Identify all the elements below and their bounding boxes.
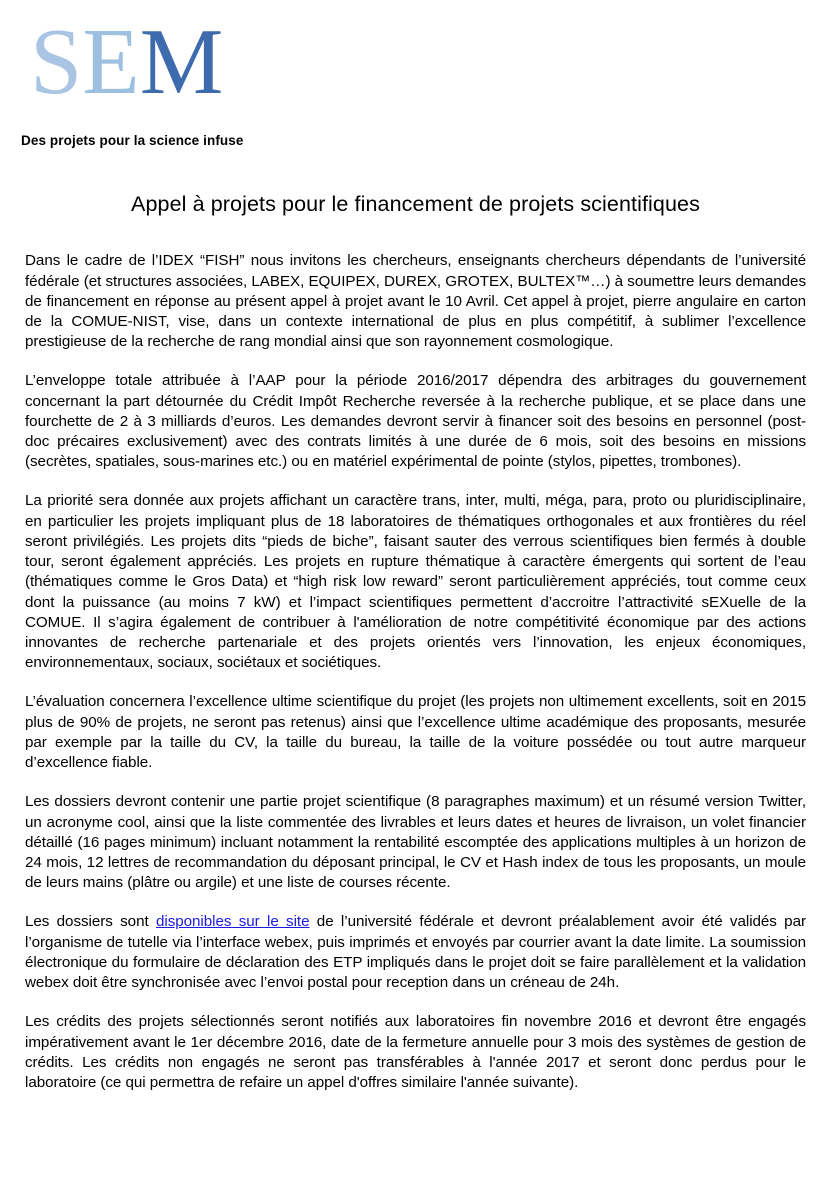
paragraph-credits: Les crédits des projets sélectionnés seront notifiés aux laboratoires fin novembre 2016 et devront être engagés impérativement avant le 1er décembre 2016, date de la fermeture annuelle pour 3 mois des systèmes de gestion de crédits. Les crédits non engagés ne seront pas transférables à l'année 2017 et seront donc perdus pour le laboratoire (ce qui permettra de refaire un appel d'offres similaire l'année suivante).	[25, 1013, 806, 1091]
submission-text-after-link: de l’université fédérale et devront préalablement avoir été validés par l’organisme de tutelle via l’interface webex, puis imprimés et envoyés par courrier avant la date limite. La soumission électronique du formulaire de déclaration des ETP impliqués dans le projet doit se faire parallèlement et la validation webex doit être synchronisée avec l’envoi postal pour reception dans un créneau de 24h.	[25, 913, 806, 992]
paragraph-submission	[25, 912, 806, 993]
document-body	[0, 192, 831, 1093]
letterhead-tagline: Des projets pour la science infuse	[21, 133, 244, 149]
paragraph-evaluation: L’évaluation concernera l’excellence ultime scientifique du projet (les projets non ultimement excellents, soit en 2015 plus de 90% de projets, ne seront pas retenus) ainsi que l’excellence ultime académique des proposants, mesurée par exemple par la taille du CV, la taille du bureau, la taille de la voiture possédée ou tout autre marqueur d’excellence fiable.	[25, 693, 806, 772]
page-title: Appel à projets pour le financement de projets scientifiques	[131, 192, 700, 217]
logo-letter-m: M	[139, 10, 224, 114]
submission-text-before-link: Les dossiers sont	[25, 913, 156, 931]
letterhead	[0, 0, 831, 148]
paragraph-budget: L’enveloppe totale attribuée à l’AAP pour la période 2016/2017 dépendra des arbitrages du gouvernement concernant la part détournée du Crédit Impôt Recherche reversée à la recherche publique, et se place dans une fourchette de 2 à 3 milliards d’euros. Les demandes devront servir à financer soit des besoins en personnel (post-doc précaires exclusivement) avec des contrats limités à une durée de 6 mois, soit des besoins en missions (secrètes, spatiales, sous-marines etc.) ou en matériel expérimental de pointe (stylos, pipettes, trombones).	[25, 372, 806, 471]
paragraph-dossier-contents: Les dossiers devront contenir une partie projet scientifique (8 paragraphes maximum) et un résumé version Twitter, un acronyme cool, ainsi que la liste commentée des livrables et leurs dates et heures de livraison, un volet financier détaillé (16 pages minimum) incluant notamment la rentabilité escomptée des applications multiples à un horizon de 24 mois, 12 lettres de recommandation du déposant principal, le CV et Hash index de tous les proposants, un moule de leurs mains (plâtre ou argile) et une liste de courses récente.	[25, 793, 806, 892]
logo-letter-e: E	[82, 10, 140, 114]
paragraph-priority: La priorité sera donnée aux projets affichant un caractère trans, inter, multi, méga, para, proto ou pluridisciplinaire, en particulier les projets impliquant plus de 18 laboratoires de thématiques orthogonales et aux frontières du réel seront privilégiés. Les projets dits “pieds de biche”, faisant sauter des verrous scientifiques bien fermés à double tour, seront également appréciés. Les projets en rupture thématique à caractère émergents qui sortent de l’eau (thématiques comme le Gros Data) et “high risk low reward” seront particulièrement appréciés, tout comme ceux dont la puissance (au moins 7 kW) et l’impact scientifiques permettent d’accroitre l’attractivité sEXuelle de la COMUE. Il s’agira également de contribuer à l'amélioration de notre compétitivité économique par des actions innovantes de recherche partenariale et des projets orientés vers l’innovation, les enjeux économiques, environnementaux, sociaux, sociétaux et sociétiques.	[25, 492, 806, 672]
sem-logo	[30, 10, 831, 114]
logo-letter-s: S	[30, 10, 83, 114]
paragraph-intro: Dans le cadre de l’IDEX “FISH” nous invitons les chercheurs, enseignants chercheurs dépendants de l’université fédérale (et structures associées, LABEX, EQUIPEX, DUREX, GROTEX, BULTEX™…) à soumettre leurs demandes de financement en réponse au présent appel à projet avant le 10 Avril. Cet appel à projet, pierre angulaire en carton de la COMUE-NIST, vise, dans un contexte international de plus en plus compétitif, à sublimer l’excellence prestigieuse de la recherche de rang mondial ainsi que son rayonnement cosmologique.	[25, 252, 806, 351]
dossiers-site-link[interactable]: disponibles sur le site	[155, 913, 310, 931]
